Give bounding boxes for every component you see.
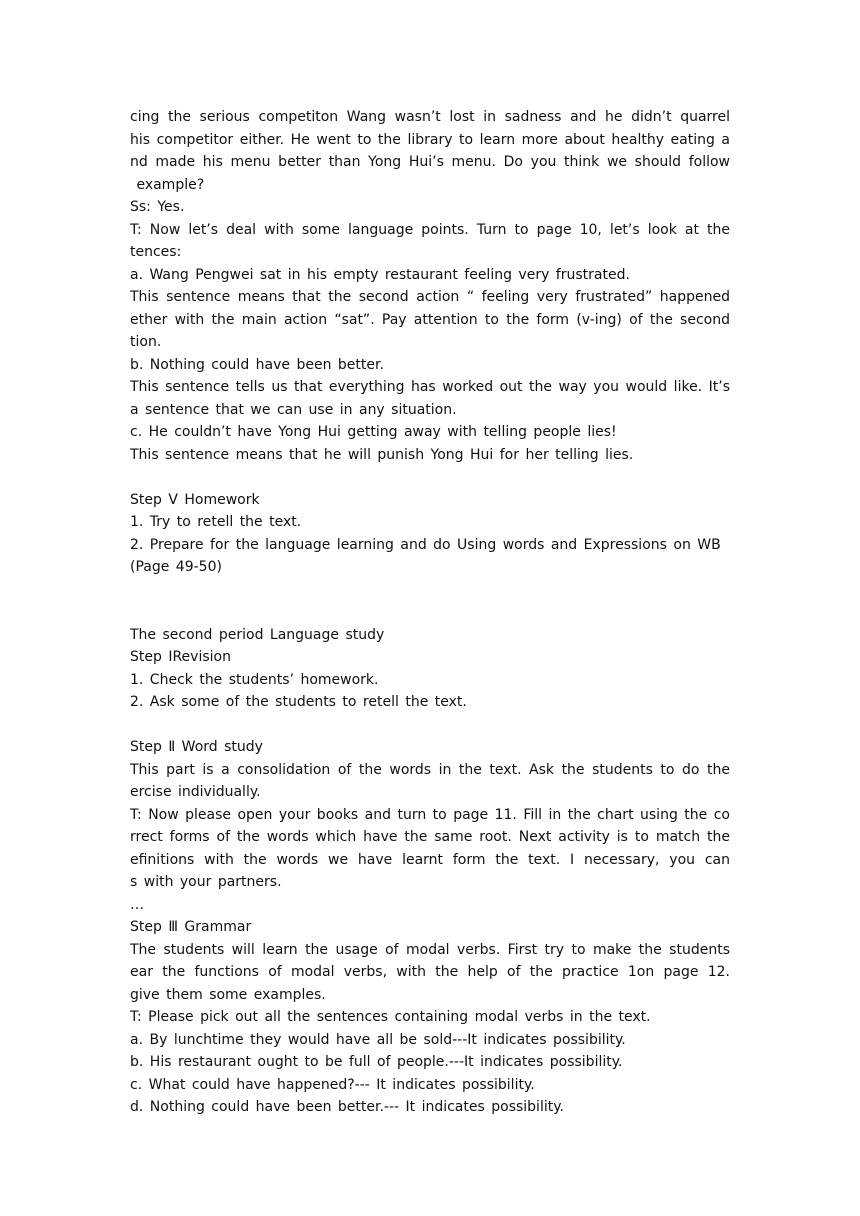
text-line: T: Please pick out all the sentences containing modal verbs in the text.: [130, 1009, 651, 1025]
text-line: his competitor either. He went to the library to learn more about healthy eating a: [130, 131, 730, 148]
text-line: ear the functions of modal verbs, with the help of the practice 1on page 12.: [130, 964, 730, 980]
blank-line: [130, 714, 730, 737]
text-line: Step Ⅲ Grammar: [130, 919, 252, 935]
text-line: This sentence tells us that everything has worked out the way you would like. It’s: [130, 379, 730, 395]
text-line: ether with the main action “sat”. Pay attention to the form (v-ing) of the second: [130, 311, 730, 328]
text-line: tences:: [130, 244, 182, 260]
text-line: This part is a consolidation of the words in the text. Ask the students to do the: [130, 761, 730, 778]
text-line: d. Nothing could have been better.--- It indicates possibility.: [130, 1099, 564, 1115]
text-line: T: Now please open your books and turn to page 11. Fill in the chart using the co: [130, 806, 730, 823]
text-line: T: Now let’s deal with some language points. Turn to page 10, let’s look at the: [130, 221, 730, 238]
text-line: Step Ⅴ Homework: [130, 491, 260, 508]
blank-line: [130, 466, 730, 489]
text-line: This sentence means that he will punish Yong Hui for her telling lies.: [130, 446, 634, 463]
blank-line: [130, 579, 730, 624]
text-line: rrect forms of the words which have the same root. Next activity is to match the: [130, 829, 730, 845]
text-line: The students will learn the usage of modal verbs. First try to make the students: [130, 941, 730, 958]
text-line: c. What could have happened?--- It indicates possibility.: [130, 1076, 535, 1093]
text-line: cing the serious competiton Wang wasn’t lost in sadness and he didn’t quarrel: [130, 109, 730, 125]
text-line: This sentence means that the second action “ feeling very frustrated” happened: [130, 289, 730, 305]
text-line: c. He couldn’t have Yong Hui getting away with telling people lies!: [130, 424, 617, 440]
document-body: [130, 106, 730, 1119]
text-line: a. Wang Pengwei sat in his empty restaurant feeling very frustrated.: [130, 266, 630, 283]
text-line: b. Nothing could have been better.: [130, 356, 384, 373]
text-line: a sentence that we can use in any situation.: [130, 401, 457, 418]
text-line: efinitions with the words we have learnt form the text. I necessary, you can: [130, 851, 730, 868]
text-line: 2. Prepare for the language learning and do Using words and Expressions on WB: [130, 536, 721, 553]
text-line: example?: [130, 176, 205, 193]
text-line: s with your partners.: [130, 874, 282, 890]
text-line: 1. Check the students’ homework.: [130, 671, 379, 688]
text-line: Step Ⅱ Word study: [130, 739, 263, 755]
text-line: 2. Ask some of the students to retell the text.: [130, 694, 467, 710]
text-line: tion.: [130, 334, 162, 350]
text-line: …: [130, 896, 144, 913]
text-line: (Page 49-50): [130, 559, 222, 575]
text-line: Step ⅠRevision: [130, 649, 231, 665]
text-line: 1. Try to retell the text.: [130, 514, 302, 530]
text-line: b. His restaurant ought to be full of people.---It indicates possibility.: [130, 1054, 623, 1070]
text-line: nd made his menu better than Yong Hui’s menu. Do you think we should follow: [130, 154, 730, 170]
text-line: give them some examples.: [130, 986, 326, 1003]
text-line: Ss: Yes.: [130, 199, 185, 215]
text-line: ercise individually.: [130, 784, 261, 800]
text-line: The second period Language study: [130, 626, 385, 643]
text-line: a. By lunchtime they would have all be sold---It indicates possibility.: [130, 1031, 626, 1048]
